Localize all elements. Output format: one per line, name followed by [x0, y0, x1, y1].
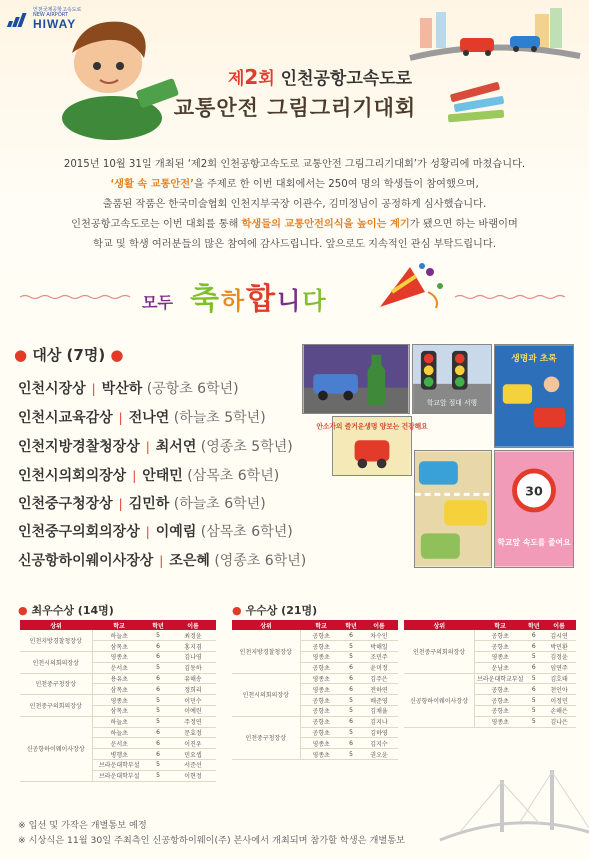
table-row	[20, 695, 216, 706]
name-cell: 박민환	[542, 641, 576, 652]
excellence-table: 상위 학교 학년 이름 인천지방경찰청장상 하늘초 5 최정윤 삼목초 6 홍지겸 인천시의회의장상 영종초 6 김나영 운서초 5 김동하 인천중구청장상 용유초 6 유해송 삼목초 6 정희리 인천중구의회의장상 영종초 5 이민수 삼목초 5 이예린 신공항하이웨이사장상 하늘초 5 주정연 하늘초 6 문효정 운서초 6 이진우 병행초 6 민요셉 브라운대학부설 5 서준선 브라운대학부설 5 이현정	[20, 620, 216, 782]
award-cell: 인천중구청장상	[232, 716, 300, 759]
grand-winner: 인천시의회의장상 | 안태민 (삼목초 6학년)	[18, 468, 280, 484]
grand-winner: 인천중구의회의장상 | 이예림 (삼목초 6학년)	[18, 524, 293, 540]
grade-cell: 5	[342, 695, 360, 706]
grand-winner: 인천지방경찰청장상 | 최서연 (영종초 5학년)	[18, 439, 293, 455]
merit-table-right: 상위 학교 학년 이름 인천중구의회의장상 공항초 6 김시연 공항초 6 박민환 영종초 5 김정윤 운남초 6 임연주 신공항하이웨이사장상 브라운대학교부설 5 김호태 공항초 6 천인아 공항초 5 이정민 공항초 5 손해은 영종초 5 김나은	[404, 620, 576, 728]
name-cell: 김지나	[360, 716, 398, 727]
name-cell: 김나은	[542, 716, 576, 727]
grade-cell: 5	[146, 630, 170, 641]
grade-cell: 5	[342, 706, 360, 717]
grade-cell: 6	[525, 684, 542, 695]
award-cell: 인천지방경찰청장상	[232, 630, 300, 673]
school-cell: 삼목초	[92, 706, 146, 717]
name-cell: 김동하	[170, 662, 216, 673]
award-cell: 인천중구청장상	[20, 673, 92, 695]
name-cell: 천인아	[542, 684, 576, 695]
grade-cell: 6	[146, 727, 170, 738]
school-cell: 브라운대학부설	[92, 770, 146, 781]
school-cell: 공항초	[300, 727, 342, 738]
name-cell: 유해송	[170, 673, 216, 684]
school-cell: 공항초	[300, 716, 342, 727]
grade-cell: 5	[525, 673, 542, 684]
grade-cell: 6	[146, 652, 170, 663]
wavy-divider-left	[20, 294, 135, 300]
table-row	[20, 716, 216, 727]
school-cell: 영종초	[300, 684, 342, 695]
grade-cell: 5	[342, 727, 360, 738]
grade-cell: 6	[146, 641, 170, 652]
name-cell: 이예린	[170, 706, 216, 717]
artwork-image	[412, 344, 492, 414]
grade-cell: 6	[525, 662, 542, 673]
name-cell: 조민주	[360, 652, 398, 663]
school-cell: 운서초	[92, 738, 146, 749]
wavy-divider-right	[455, 294, 570, 300]
bridge-illustration	[440, 770, 589, 859]
school-cell: 영종초	[300, 738, 342, 749]
name-cell: 홍지겸	[170, 641, 216, 652]
name-cell: 권오윤	[360, 749, 398, 760]
party-popper-icon	[370, 262, 450, 312]
grade-cell: 6	[146, 684, 170, 695]
bullet-icon: ●	[18, 604, 28, 617]
name-cell: 김정윤	[542, 652, 576, 663]
name-cell: 배준영	[360, 695, 398, 706]
school-cell: 용유초	[92, 673, 146, 684]
school-cell: 영종초	[92, 695, 146, 706]
logo-subtitle: NEW AIRPORT	[33, 12, 68, 18]
grade-cell: 5	[146, 716, 170, 727]
name-cell: 윤미정	[360, 662, 398, 673]
svg-text:생명과 초록: 생명과 초록	[511, 353, 557, 364]
school-cell: 하늘초	[92, 630, 146, 641]
logo-name: HIWAY	[33, 17, 77, 31]
name-cell: 이정민	[542, 695, 576, 706]
school-cell: 브라운대학부설	[92, 760, 146, 771]
merit-title: ● 우수상 (21명)	[232, 604, 318, 617]
name-cell: 김주은	[360, 673, 398, 684]
artwork-image	[414, 450, 492, 568]
bullet-icon: ●	[232, 604, 242, 617]
award-cell: 인천시의회의장상	[232, 673, 300, 716]
svg-text:학교앞 속도를 줄여요: 학교앞 속도를 줄여요	[497, 538, 571, 548]
name-cell: 서준선	[170, 760, 216, 771]
grade-cell: 5	[525, 652, 542, 663]
grade-cell: 6	[342, 662, 360, 673]
congrats-prefix: 모두	[142, 293, 173, 312]
name-cell: 박해일	[360, 641, 398, 652]
school-cell: 운서초	[92, 662, 146, 673]
artwork-image	[494, 344, 574, 448]
award-cell: 인천지방경찰청장상	[20, 630, 92, 652]
name-cell: 정희리	[170, 684, 216, 695]
artwork-image	[302, 344, 410, 414]
name-cell: 김시연	[542, 630, 576, 641]
name-cell: 차수인	[360, 630, 398, 641]
event-title: 교통안전 그림그리기대회	[173, 96, 417, 120]
school-cell: 영종초	[92, 652, 146, 663]
school-cell: 공항초	[300, 641, 342, 652]
name-cell: 김지수	[360, 738, 398, 749]
name-cell: 김하영	[360, 727, 398, 738]
grand-winner: 인천시교육감상 | 전나연 (하늘초 5학년)	[18, 410, 266, 426]
grade-cell: 5	[342, 641, 360, 652]
grade-cell: 6	[342, 630, 360, 641]
grade-cell: 5	[525, 706, 542, 717]
merit-table-left: 상위 학교 학년 이름 인천지방경찰청장상 공항초 6 차수인 공항초 5 박해일 영종초 5 조민주 공항초 6 윤미정 인천시의회의장상 영종초 6 김주은 영종초 6 전하연 공항초 5 배준영 공항초 5 김채율 인천중구청장상 공항초 6 김지나 공항초 5 김하영 영종초 6 김지수 영종초 5 권오윤	[232, 620, 398, 760]
school-cell: 삼목초	[92, 684, 146, 695]
cars-illustration	[400, 8, 585, 68]
svg-text:학교앞 절대 서행: 학교앞 절대 서행	[426, 399, 478, 408]
logo-mark-icon	[8, 11, 30, 27]
grade-cell: 5	[146, 770, 170, 781]
table-row	[404, 673, 576, 684]
school-cell: 영종초	[475, 716, 526, 727]
school-cell: 병행초	[92, 749, 146, 760]
school-cell: 영종초	[300, 749, 342, 760]
award-cell: 신공항하이웨이사장상	[20, 716, 92, 781]
name-cell: 임연주	[542, 662, 576, 673]
school-cell: 브라운대학교부설	[475, 673, 526, 684]
award-cell: 인천시의회의장상	[20, 652, 92, 674]
table-row	[404, 630, 576, 641]
name-cell: 민요셉	[170, 749, 216, 760]
name-cell: 주정연	[170, 716, 216, 727]
table-row	[232, 630, 398, 641]
grade-cell: 6	[342, 716, 360, 727]
school-cell: 공항초	[300, 662, 342, 673]
logo-company-name: 인천국제공항고속도로	[33, 7, 82, 13]
school-cell: 공항초	[475, 684, 526, 695]
grade-cell: 5	[146, 662, 170, 673]
name-cell: 이현정	[170, 770, 216, 781]
school-cell: 공항초	[300, 706, 342, 717]
table-row	[232, 716, 398, 727]
grand-winner: 인천시장상 | 박산하 (공항초 6학년)	[18, 381, 239, 397]
table-row	[232, 673, 398, 684]
school-cell: 공항초	[475, 706, 526, 717]
school-cell: 삼목초	[92, 641, 146, 652]
grand-winner: 신공항하이웨이사장상 | 조은혜 (영종초 6학년)	[18, 553, 307, 569]
grade-cell: 5	[146, 760, 170, 771]
name-cell: 최정윤	[170, 630, 216, 641]
congrats-word: 축하합니다	[190, 282, 328, 317]
notes: ※ 입선 및 가작은 개별통보 예정 ※ 시상식은 11월 30일 주최측인 신공항하이웨이(주) 본사에서 개최되며 참가할 학생은 개별통보	[18, 820, 405, 846]
school-cell: 하늘초	[92, 727, 146, 738]
grade-cell: 6	[342, 738, 360, 749]
grade-cell: 6	[525, 630, 542, 641]
table-row	[20, 652, 216, 663]
school-cell: 영종초	[475, 652, 526, 663]
grade-cell: 6	[342, 684, 360, 695]
grade-cell: 6	[146, 749, 170, 760]
bullet-icon: ●	[14, 346, 28, 364]
table-row	[20, 630, 216, 641]
name-cell: 김채율	[360, 706, 398, 717]
school-cell: 영종초	[300, 652, 342, 663]
grade-cell: 5	[146, 706, 170, 717]
grade-cell: 5	[525, 716, 542, 727]
name-cell: 이민수	[170, 695, 216, 706]
school-cell: 운남초	[475, 662, 526, 673]
grade-cell: 5	[525, 695, 542, 706]
grand-prize-title: ● 대상 (7명) ●	[14, 346, 124, 364]
name-cell: 손해은	[542, 706, 576, 717]
grade-cell: 5	[342, 652, 360, 663]
grade-cell: 5	[342, 749, 360, 760]
name-cell: 이진우	[170, 738, 216, 749]
school-cell: 공항초	[475, 641, 526, 652]
svg-text:30: 30	[525, 483, 543, 499]
artwork-image	[316, 416, 428, 476]
school-cell: 공항초	[475, 630, 526, 641]
school-cell: 하늘초	[92, 716, 146, 727]
grade-cell: 6	[146, 738, 170, 749]
school-cell: 공항초	[300, 630, 342, 641]
excellence-title: ● 최우수상 (14명)	[18, 604, 114, 617]
bullet-icon: ●	[110, 346, 124, 364]
svg-text:안소가의 즐거운생명 양보는 건강해요: 안소가의 즐거운생명 양보는 건강해요	[316, 422, 428, 431]
name-cell: 김나영	[170, 652, 216, 663]
grade-cell: 6	[342, 673, 360, 684]
school-cell: 영종초	[300, 673, 342, 684]
congratulations-banner	[0, 262, 589, 317]
grade-cell: 6	[146, 673, 170, 684]
name-cell: 문효정	[170, 727, 216, 738]
award-cell: 신공항하이웨이사장상	[404, 673, 475, 727]
boy-illustration	[52, 8, 182, 148]
school-cell: 공항초	[475, 695, 526, 706]
event-edition: 제2회 인천공항고속도로	[227, 65, 413, 89]
grade-cell: 6	[525, 641, 542, 652]
name-cell: 김호태	[542, 673, 576, 684]
artwork-image	[494, 450, 574, 568]
table-row	[20, 673, 216, 684]
grand-winner: 인천중구청장상 | 김민하 (하늘초 6학년)	[18, 496, 266, 512]
intro-text: 2015년 10월 31일 개최된 ‘제2회 인천공항고속도로 교통안전 그림그리기대회’가 성황리에 마쳤습니다. ‘생활 속 교통안전’을 주제로 한 이번 대회에서는 250여 명의 학생들이 참여했으며, 출품된 작품은 한국미술협회 인천지부국장 이관수, 김미정님이 공정하게 심사했습니다. 인천공항고속도로는 이번 대회를 통해 학생들의 교통안전의식을 높이는 계기가 됐으면 하는 바램이며 학교 및 학생 여러분들의 많은 참여에 감사드립니다. 앞으로도 지속적인 관심 부탁드립니다.	[63, 159, 526, 250]
name-cell: 전하연	[360, 684, 398, 695]
award-cell: 인천중구의회의장상	[404, 630, 475, 673]
school-cell: 공항초	[300, 695, 342, 706]
grade-cell: 5	[146, 695, 170, 706]
award-cell: 인천중구의회의장상	[20, 695, 92, 717]
